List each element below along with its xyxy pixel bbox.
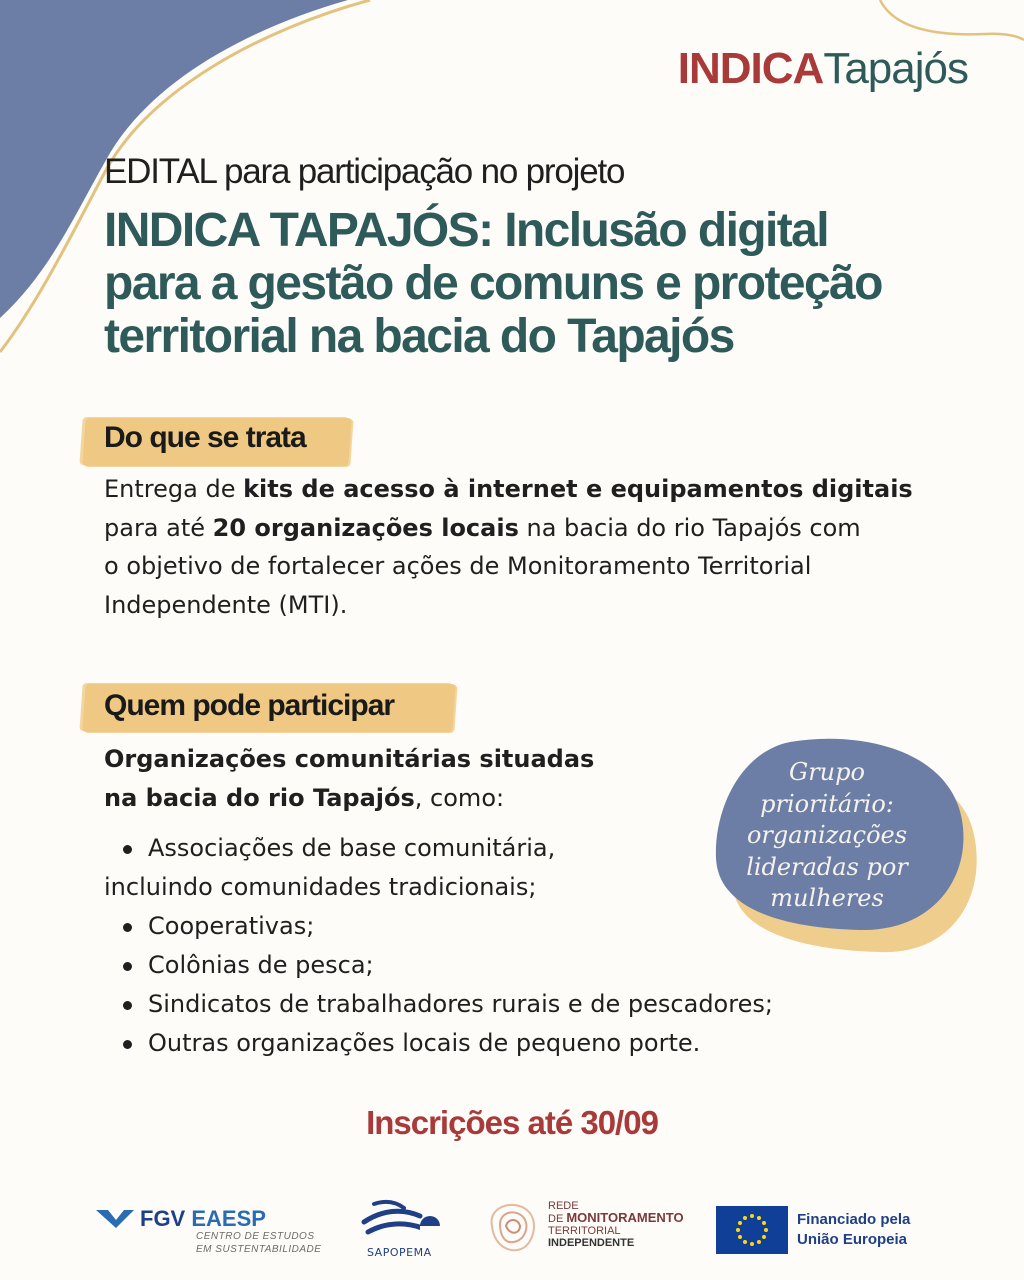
title-line: para a gestão de comuns e proteção [104,257,882,310]
section-who-intro [104,740,594,817]
paragraph-line: Independente (MTI). [104,590,348,619]
callout-line: lideradas por [746,852,908,881]
bold-run: kits de acesso à internet e equipamentos digitais [243,475,913,503]
rede-mti-text [548,1200,684,1249]
callout-line: organizações [746,821,908,849]
eu-line: União Europeia [797,1231,908,1248]
page-kicker: EDITAL para participação no projeto [104,152,625,191]
text-run: na bacia do rio Tapajós com [518,513,861,542]
eligible-list [104,829,773,1063]
paragraph-line: o objetivo de fortalecer ações de Monitoramento Territorial [104,552,812,580]
text-run: , como: [414,783,505,812]
intro-line [104,779,594,818]
list-item: Associações de base comunitária, [104,829,773,868]
bullet-list [104,907,773,1063]
fgv-subtitle-line: EM SUSTENTABILIDADE [196,1244,322,1255]
text-run: Entrega de [104,475,244,503]
fgv-text: FGV [140,1206,186,1231]
fgv-chevron-icon [96,1208,136,1228]
bold-run: na bacia do rio Tapajós [104,783,415,812]
text-run: MONITORAMENTO [566,1210,684,1225]
eu-flag-icon [716,1206,788,1254]
rede-line: TERRITORIAL [548,1225,621,1237]
rede-line [548,1212,684,1225]
title-line: territorial na bacia do Tapajós [104,310,734,363]
eaesp-text: EAESP [191,1206,266,1231]
brand-part-2: Tapajós [823,44,968,93]
rede-mti-logo-icon [480,1196,544,1256]
brand-part-1: INDICA [677,44,824,93]
list-item-continuation: incluindo comunidades tradicionais; [104,873,537,901]
callout-line: prioritário: [760,789,894,818]
rede-line: REDE [548,1200,579,1212]
text-run: DE [548,1213,567,1225]
list-item: Colônias de pesca; [104,946,773,985]
sapopema-logo-icon [360,1196,444,1248]
list-item: Sindicatos de trabalhadores rurais e de pescadores; [104,985,773,1024]
indica-tapajos-logo [678,44,968,94]
rede-line: INDEPENDENTE [548,1237,635,1249]
bullet-list [104,829,773,868]
bold-run: 20 organizações locais [212,513,519,542]
eu-funding-text [797,1210,910,1250]
registration-deadline: Inscrições até 30/09 [366,1104,658,1141]
paragraph-line [104,509,913,548]
intro-line [104,740,594,779]
callout-line: mulheres [770,884,884,912]
bold-run: Organizações comunitárias situadas [104,745,595,773]
priority-group-callout [724,757,930,915]
list-item: Outras organizações locais de pequeno porte. [104,1024,773,1063]
text-run: para até [104,513,213,542]
list-item: Cooperativas; [104,907,773,946]
section-what-paragraph [104,470,913,624]
page-title [104,204,984,363]
sapopema-text: SAPOPEMA [367,1246,432,1259]
section-heading-who: Quem pode participar [104,689,395,722]
title-line: INDICA TAPAJÓS: Inclusão digital [104,204,828,257]
fgv-subtitle-line: CENTRO DE ESTUDOS [196,1231,315,1242]
paragraph-line [104,470,913,509]
section-heading-what: Do que se trata [104,421,306,454]
eu-line: Financiado pela [797,1211,911,1228]
callout-line: Grupo [789,758,865,786]
fgv-eaesp-logo [140,1206,266,1232]
fgv-subtitle [196,1230,321,1256]
